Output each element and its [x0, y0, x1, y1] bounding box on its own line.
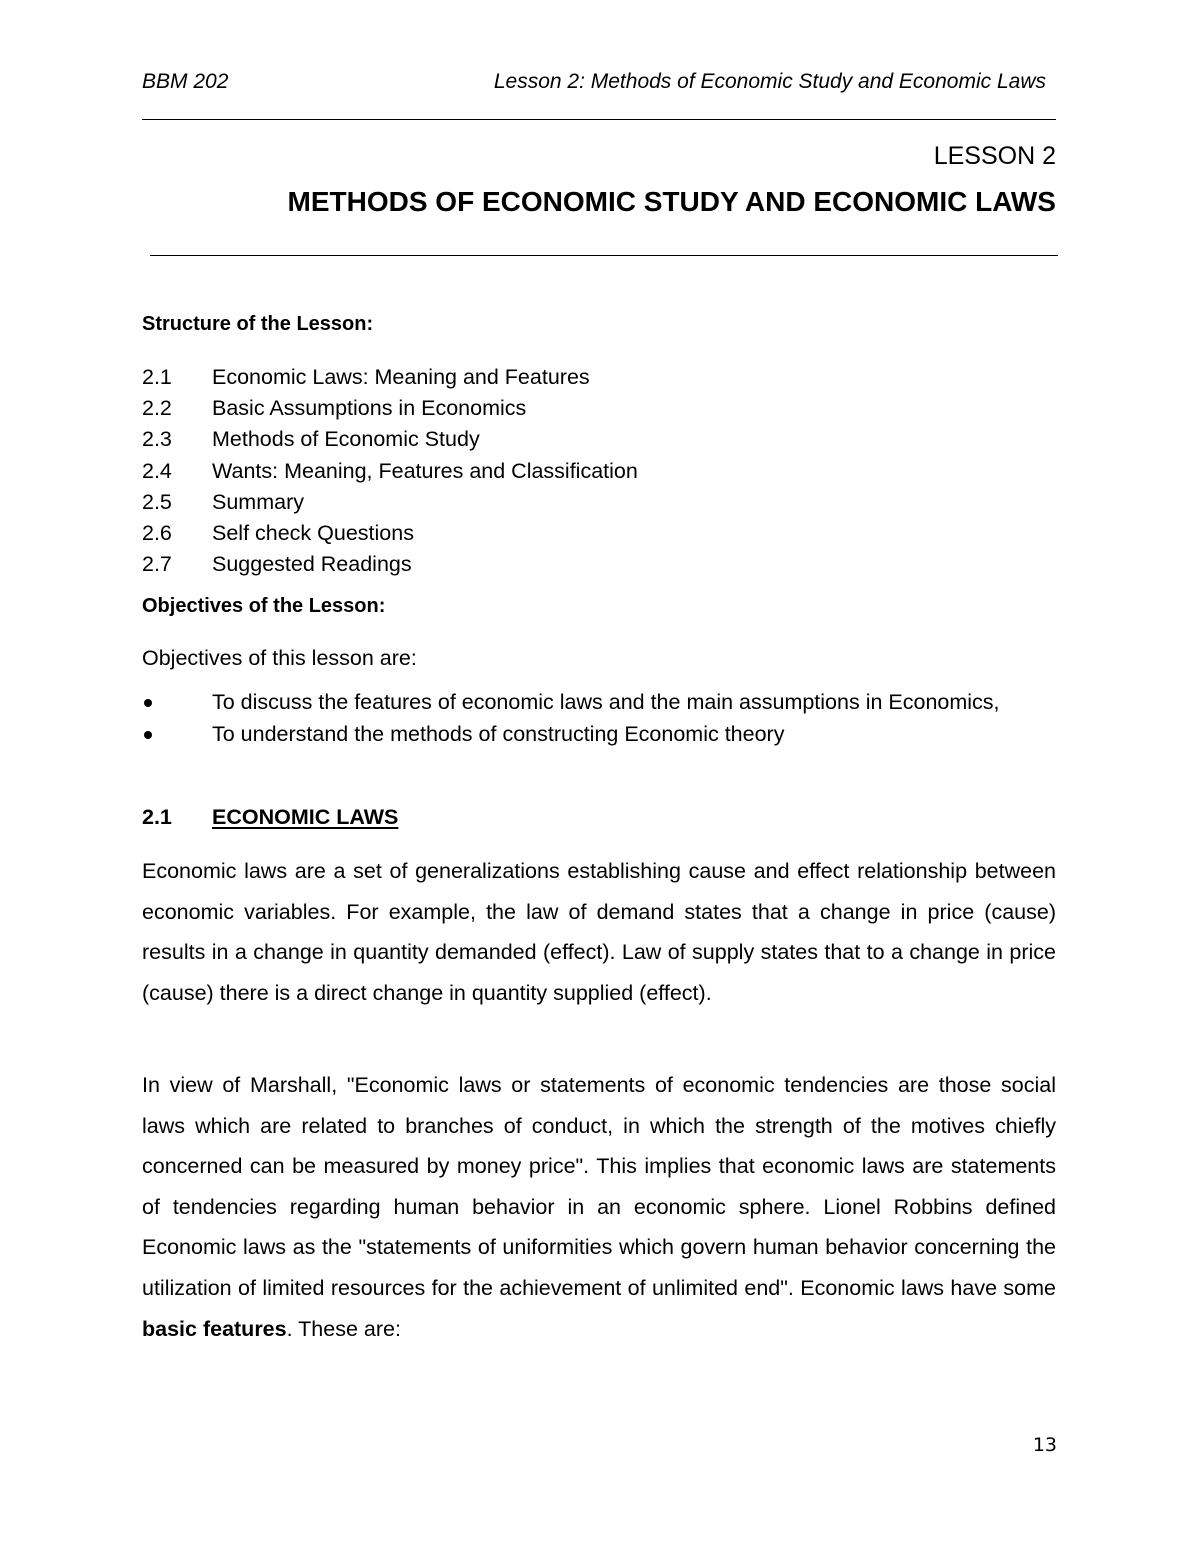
section-number: 2.1	[142, 805, 172, 829]
structure-item-number: 2.2	[142, 396, 172, 421]
lesson-title: METHODS OF ECONOMIC STUDY AND ECONOMIC LAWS	[287, 186, 1056, 217]
structure-item-label: Methods of Economic Study	[212, 427, 480, 452]
header-running-title: Lesson 2: Methods of Economic Study and Economic Laws	[493, 70, 1046, 93]
page-number: 13	[1032, 1434, 1057, 1456]
structure-item-number: 2.6	[142, 521, 172, 546]
objectives-heading: Objectives of the Lesson:	[142, 595, 386, 617]
objective-text: To discuss the features of economic laws and the main assumptions in Economics,	[212, 690, 1000, 714]
objective-text: To understand the methods of constructing Economic theory	[212, 722, 785, 746]
title-divider	[150, 255, 1058, 256]
structure-list	[142, 362, 638, 580]
structure-item	[142, 424, 638, 455]
objectives-intro: Objectives of this lesson are:	[142, 646, 417, 670]
structure-item-label: Basic Assumptions in Economics	[212, 396, 527, 421]
lesson-number: LESSON 2	[933, 142, 1056, 170]
objective-item	[142, 687, 1056, 718]
structure-item-number: 2.3	[142, 427, 172, 452]
structure-item-label: Self check Questions	[212, 521, 414, 546]
structure-item	[142, 518, 638, 549]
structure-item-number: 2.1	[142, 365, 172, 389]
bullet-icon	[142, 719, 212, 750]
header-course-code: BBM 202	[142, 70, 229, 93]
structure-item	[142, 549, 638, 580]
header-divider	[142, 119, 1056, 120]
objective-item	[142, 719, 1056, 750]
structure-item-number: 2.7	[142, 552, 172, 577]
structure-item	[142, 456, 638, 487]
structure-item-label: Summary	[212, 489, 304, 514]
paragraph-text: In view of Marshall, "Economic laws or statements of economic tendencies are those social laws which are related to branches of conduct, in which the strength of the motives chiefly concerned can be measured by money price". This implies that economic laws are statements of tendencies regarding human behavior in an economic sphere. Lionel Robbins defined Economic laws as the "statements of uniformities which govern human behavior concerning the utilization of limited resources for the achievement of unlimited end". Economic laws have some	[142, 1073, 1056, 1300]
bullet-icon	[142, 687, 212, 718]
structure-item-number: 2.4	[142, 458, 172, 483]
section-title: ECONOMIC LAWS	[212, 805, 399, 829]
paragraph-marshall-robbins	[142, 1065, 1056, 1349]
objectives-list	[142, 687, 1056, 751]
structure-item	[142, 362, 638, 393]
structure-item-label: Wants: Meaning, Features and Classification	[212, 458, 638, 483]
paragraph-economic-laws: Economic laws are a set of generalizations establishing cause and effect relationship between economic variables. For example, the law of demand states that a change in price (cause) results in a change in quantity demanded (effect). Law of supply states that to a change in price (cause) there is a direct change in quantity supplied (effect).	[142, 859, 1056, 1005]
structure-item	[142, 487, 638, 518]
paragraph-emphasis: basic features	[142, 1316, 287, 1341]
structure-item	[142, 393, 638, 424]
structure-item-label: Suggested Readings	[212, 552, 412, 577]
structure-heading: Structure of the Lesson:	[142, 313, 374, 335]
structure-item-number: 2.5	[142, 489, 172, 514]
section-heading	[142, 805, 398, 830]
paragraph-tail: . These are:	[286, 1316, 401, 1341]
structure-item-label: Economic Laws: Meaning and Features	[212, 365, 590, 389]
